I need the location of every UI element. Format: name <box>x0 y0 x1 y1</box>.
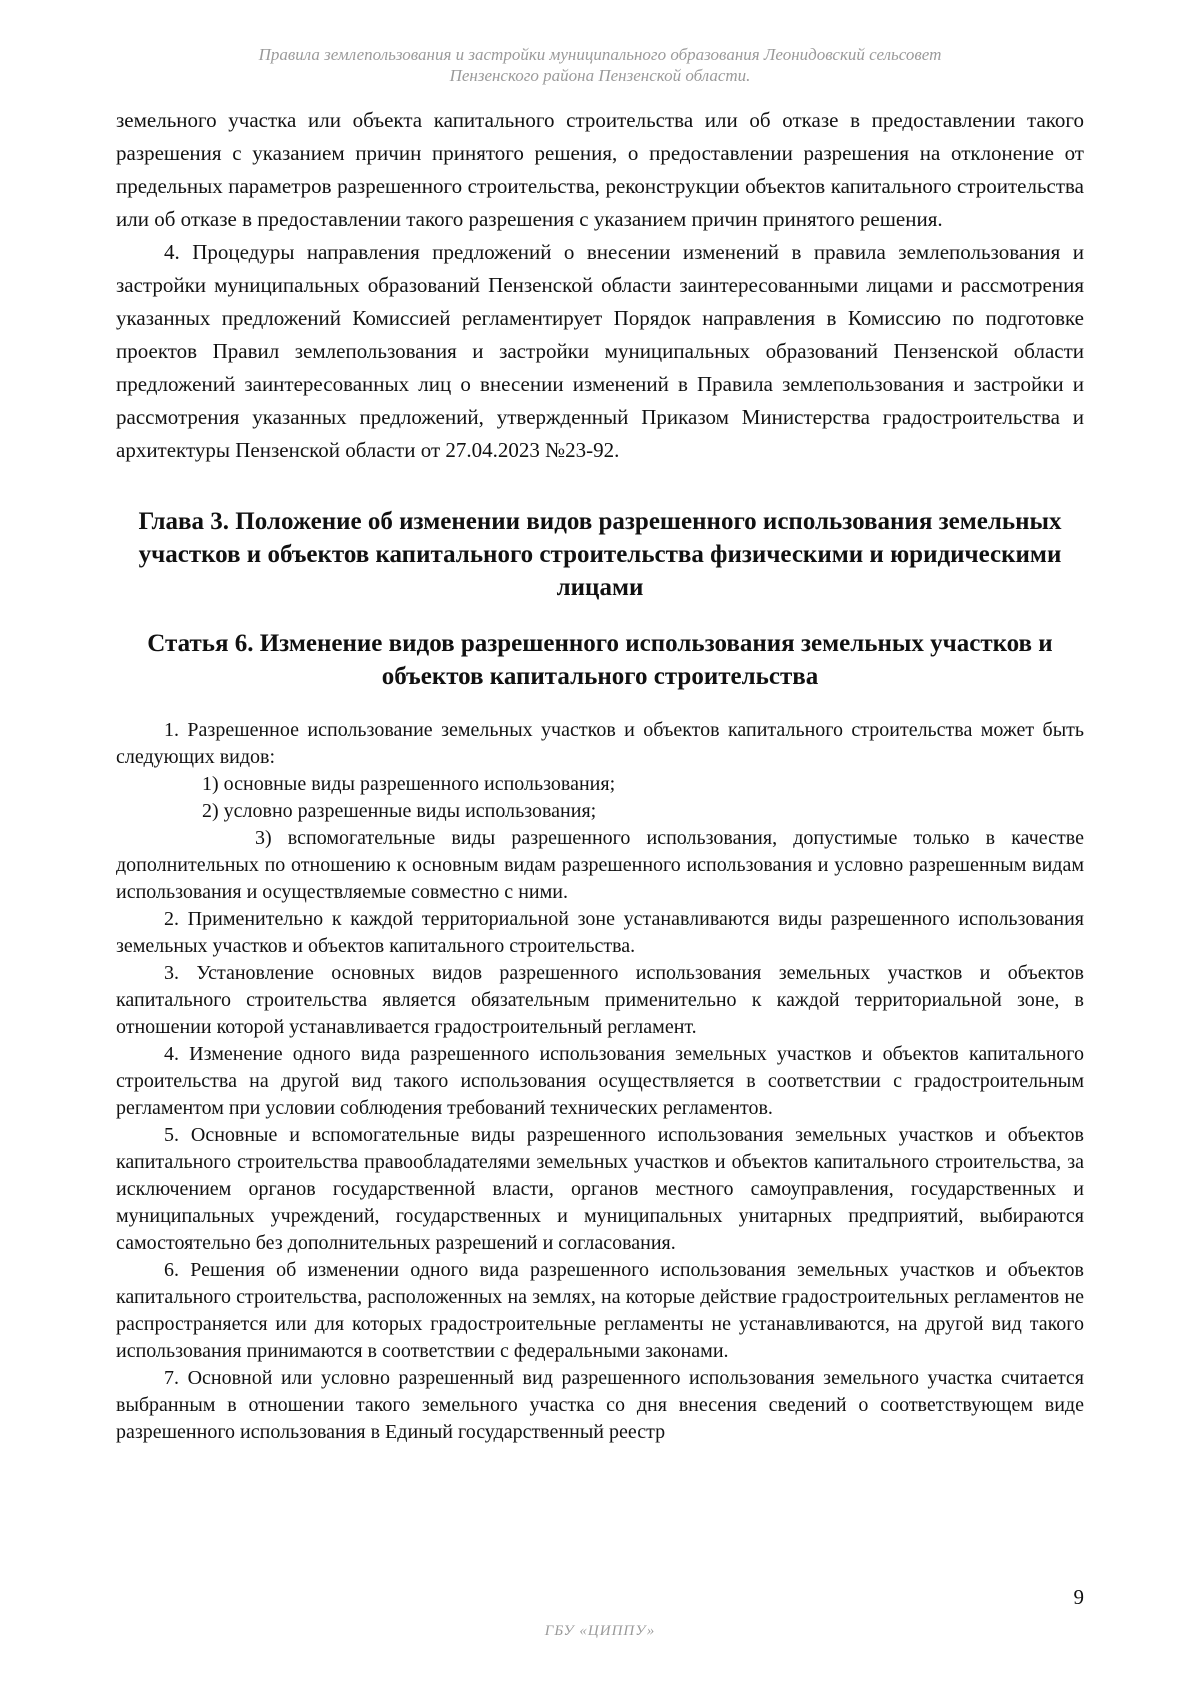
article-paragraph-7: 7. Основной или условно разрешенный вид разрешенного использования земельного участка считается выбранным в отношении такого земельного участка со дня внесения сведений о соответствующем виде разрешенного использования в Единый государственный реестр <box>116 1367 1084 1443</box>
page-content <box>116 104 1084 1446</box>
article-paragraph-1: 1. Разрешенное использование земельных участков и объектов капитального строительства может быть следующих видов: <box>116 719 1084 768</box>
article-paragraph-6: 6. Решения об изменении одного вида разрешенного использования земельных участков и объектов капитального строительства, расположенных на землях, на которые действие градостроительных регламентов не распространяется или для которых градостроительные регламенты не устанавливаются, на другой вид такого использования принимаются в соответствии с федеральными законами. <box>116 1259 1084 1362</box>
article-body <box>116 717 1084 1446</box>
running-footer: ГБУ «ЦИППУ» <box>544 1623 656 1639</box>
article-paragraph-2: 2. Применительно к каждой территориальной зоне устанавливаются виды разрешенного использования земельных участков и объектов капитального строительства. <box>116 908 1084 957</box>
running-header <box>0 44 1200 86</box>
continuation-paragraph: земельного участка или объекта капитального строительства или об отказе в предоставлении такого разрешения с указанием причин принятого решения, о предоставлении разрешения на отклонение от предельных параметров разрешенного строительства, реконструкции объектов капитального строительства или об отказе в предоставлении такого разрешения с указанием причин принятого решения. <box>116 108 1084 231</box>
article-paragraph-4: 4. Изменение одного вида разрешенного использования земельных участков и объектов капитального строительства на другой вид такого использования осуществляется в соответствии с градостроительным регламентом при условии соблюдения требований технических регламентов. <box>116 1043 1084 1119</box>
article-paragraph-5: 5. Основные и вспомогательные виды разрешенного использования земельных участков и объектов капитального строительства правообладателями земельных участков и объектов капитального строительства, за исключением органов государственной власти, органов местного самоуправления, государственных и муниципальных учреждений, государственных и муниципальных унитарных предприятий, выбираются самостоятельно без дополнительных разрешений и согласования. <box>116 1124 1084 1254</box>
header-line-1: Правила землепользования и застройки муниципального образования Леонидовский сельсовет <box>258 45 942 64</box>
list-item-2: 2) условно разрешенные виды использования; <box>202 800 597 822</box>
header-line-2: Пензенского района Пензенской области. <box>449 66 751 85</box>
page-number: 9 <box>1073 1585 1084 1609</box>
chapter-title: Глава 3. Положение об изменении видов разрешенного использования земельных участков и объектов капитального строительства физическими и юридическими лицами <box>138 508 1062 601</box>
paragraph-item-4: 4. Процедуры направления предложений о внесении изменений в правила землепользования и застройки муниципальных образований Пензенской области заинтересованными лицами и рассмотрения указанных предложений Комиссией регламентирует Порядок направления в Комиссию по подготовке проектов Правил землепользования и застройки муниципальных образований Пензенской области предложений заинтересованных лиц о внесении изменений в Правила землепользования и застройки и рассмотрения указанных предложений, утвержденный Приказом Министерства градостроительства и архитектуры Пензенской области от 27.04.2023 №23-92. <box>116 240 1084 462</box>
list-item-3: 3) вспомогательные виды разрешенного использования, допустимые только в качестве дополнительных по отношению к основным видам разрешенного использования и условно разрешенным видам использования и осуществляемые совместно с ними. <box>116 827 1084 903</box>
article-title: Статья 6. Изменение видов разрешенного использования земельных участков и объектов капитального строительства <box>147 630 1053 690</box>
article-paragraph-3: 3. Установление основных видов разрешенного использования земельных участков и объектов капитального строительства является обязательным применительно к каждой территориальной зоне, в отношении которой устанавливается градостроительный регламент. <box>116 962 1084 1038</box>
list-item-1: 1) основные виды разрешенного использования; <box>202 773 616 795</box>
